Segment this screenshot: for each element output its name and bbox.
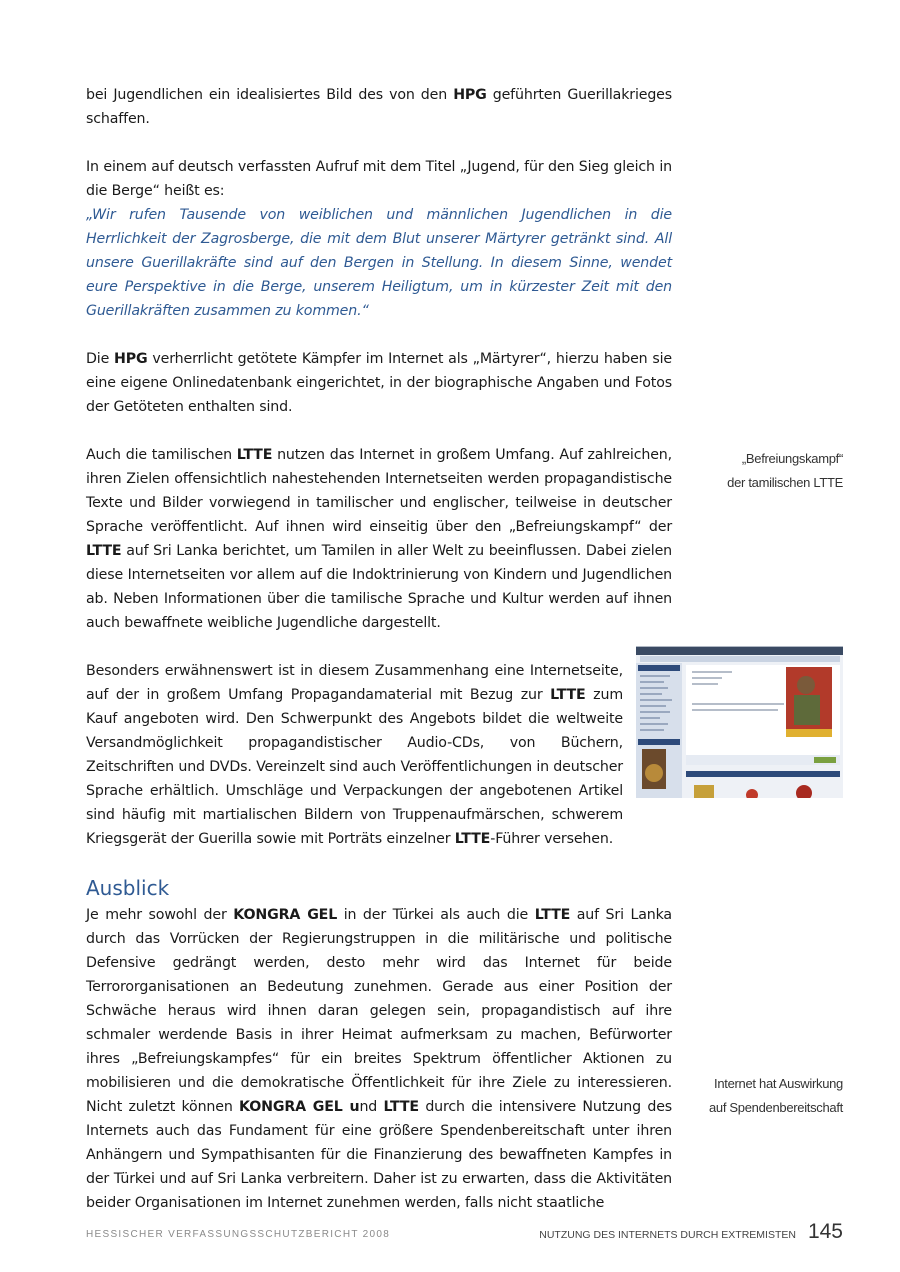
- org-name: KONGRA GEL: [233, 907, 338, 923]
- text-run: Je mehr sowohl der: [86, 907, 234, 923]
- website-screenshot: [636, 646, 843, 798]
- org-name: LTTE: [454, 831, 491, 847]
- org-name: LTTE: [534, 907, 571, 923]
- text-run: Die: [86, 351, 115, 367]
- margin-note-spendenbereitschaft: [673, 1072, 843, 1120]
- main-text-column: [86, 83, 672, 875]
- text-run: in der Türkei als auch die: [337, 907, 535, 923]
- org-name: HPG: [114, 351, 148, 367]
- text-run: nd: [359, 1099, 384, 1115]
- margin-note-line: Internet hat Auswirkung: [714, 1076, 843, 1091]
- text-run: nutzen das Internet in großem Umfang. Auf zahlreichen, ihren Zielen offensichtlich nahestehenden Internetseiten werden propagandistische Texte und Bilder vorwiegend in tamilischer und englischer, teilweise in deutscher Sprache veröffentlicht. Auf ihnen wird einseitig über den „Befreiungskampf“ der: [86, 447, 672, 535]
- paragraph: [86, 443, 672, 635]
- quote-intro: In einem auf deutsch verfassten Aufruf mit dem Titel „Jugend, für den Sieg gleich in die Berge“ heißt es:: [86, 159, 672, 199]
- paragraph: [86, 347, 672, 419]
- org-name: HPG: [453, 87, 487, 103]
- shop-website-image: [636, 647, 843, 798]
- text-run: durch die intensivere Nutzung des Internets auch das Fundament für eine größere Spendenbereitschaft unter ihren Anhängern und Sympathisanten für die Finanzierung des bewaffneten Kampfes in der Türkei und auf Sri Lanka verbreitern. Daher ist zu erwarten, dass die Aktivitäten beider Organisationen im Internet zunehmen werden, falls nicht staatliche: [86, 1099, 673, 1211]
- paragraph: [86, 903, 672, 1215]
- section-heading: Ausblick: [86, 876, 170, 900]
- org-name: KONGRA GEL u: [239, 1099, 360, 1115]
- paragraph: [86, 659, 623, 851]
- text-run: geführten Guerillakrieges schaffen.: [86, 87, 672, 127]
- paragraph: [86, 83, 672, 131]
- margin-note-line: „Befreiungskampf“: [741, 451, 843, 466]
- page-number: 145: [807, 1220, 843, 1243]
- footer-publication-title: HESSISCHER VERFASSUNGSSCHUTZBERICHT 2008: [86, 1229, 391, 1240]
- org-name: LTTE: [550, 687, 586, 703]
- text-run: -Führer versehen.: [490, 831, 614, 847]
- text-run: auf Sri Lanka berichtet, um Tamilen in aller Welt zu beeinflussen. Dabei zielen diese Internetseiten vor allem auf die Indoktrinierung von Kindern und Jugendlichen ab. Neben Informationen über die tamilische Sprache und Kultur werden auf ihnen auch bewaffnete weibliche Jugendliche dargestellt.: [86, 543, 672, 631]
- footer-chapter-title: NUTZUNG DES INTERNETS DURCH EXTREMISTEN: [539, 1229, 796, 1241]
- text-run: Besonders erwähnenswert ist in diesem Zusammenhang eine Internetseite, auf der in großem Umfang Propagandamaterial mit Bezug zur: [86, 663, 623, 703]
- text-run: zum Kauf angeboten wird. Den Schwerpunkt des Angebots bildet die weltweite Versandmöglichkeit propagandistischer Audio-CDs, von Büchern, Zeitschriften und DVDs. Vereinzelt sind auch Veröffentlichungen in deutscher Sprache erhältlich. Umschläge und Verpackungen der angebotenen Artikel sind häufig mit martialischen Bildern von Truppenaufmärschen, schwerem Kriegsgerät der Guerilla sowie mit Porträts einzelner: [86, 687, 623, 847]
- margin-note-line: auf Spendenbereitschaft: [708, 1100, 843, 1115]
- org-name: LTTE: [236, 447, 273, 463]
- text-run: bei Jugendlichen ein idealisiertes Bild des von den: [86, 87, 454, 103]
- text-run: verherrlicht getötete Kämpfer im Internet als „Märtyrer“, hierzu haben sie eine eigene Onlinedatenbank eingerichtet, in der biographische Angaben und Fotos der Getöteten enthalten sind.: [86, 351, 672, 415]
- org-name: LTTE: [86, 543, 122, 559]
- org-name: LTTE: [383, 1099, 419, 1115]
- footer-chapter: [539, 1220, 843, 1244]
- margin-note-befreiungskampf: [673, 447, 843, 495]
- text-run: Auch die tamilischen: [86, 447, 237, 463]
- paragraph: [86, 155, 672, 323]
- margin-note-line: der tamilischen LTTE: [727, 475, 843, 490]
- quote-text: „Wir rufen Tausende von weiblichen und männlichen Jugendlichen in die Herrlichkeit der Zagrosberge, die mit dem Blut unserer Märtyrer getränkt sind. All unsere Guerillakräfte sind auf den Bergen in Stellung. In diesem Sinne, wendet eure Perspektive in die Berge, unserem Heiligtum, um in kürzester Zeit mit den Guerillakräften zusammen zu kommen.“: [86, 207, 672, 319]
- text-run: auf Sri Lanka durch das Vorrücken der Regierungstruppen in die militärische und politische Defensive gedrängt werden, desto mehr wird das Internet für beide Terrororganisationen an Bedeutung zunehmen. Gerade aus einer Position der Schwäche heraus wird ihnen daran gelegen sein, propagandistisch auf ihre schmaler werdende Basis in ihrer Heimat aufmerksam zu machen, Befürworter ihres „Befreiungskampfes“ für ein breites Spektrum öffentlicher Aktionen zu mobilisieren und die demokratische Öffentlichkeit für ihre Ziele zu interessieren. Nicht zuletzt können: [86, 907, 672, 1115]
